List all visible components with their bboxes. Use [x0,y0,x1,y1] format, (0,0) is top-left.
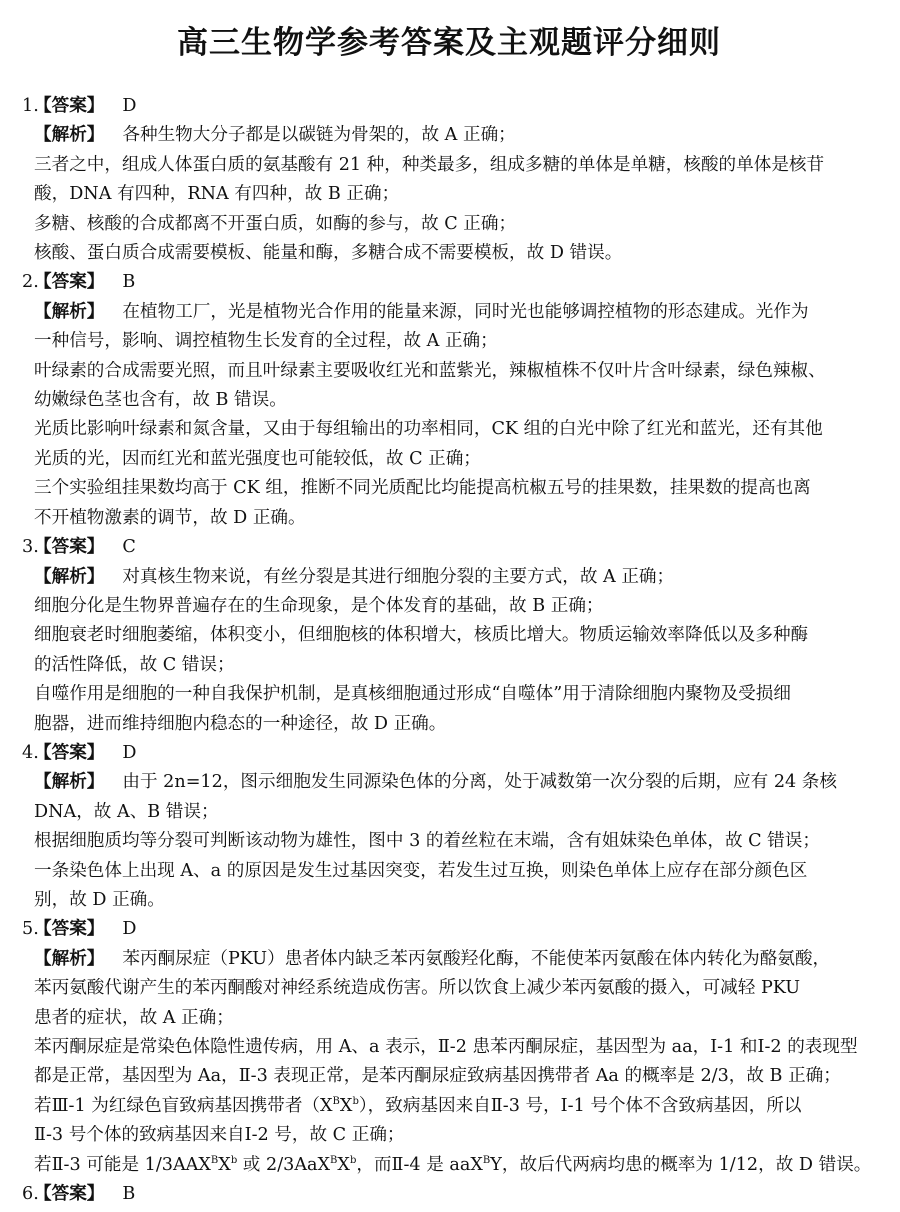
analysis-line: 不开植物激素的调节，故 D 正确。 [34,507,306,528]
question-block [22,1180,876,1209]
page-title: 高三生物学参考答案及主观题评分细则 [177,25,721,61]
analysis-line: 多糖、核酸的合成都离不开蛋白质，如酶的参与，故 C 正确； [34,213,517,234]
analysis-line: 别，故 D 正确。 [34,889,165,910]
analysis-line: 三者之中，组成人体蛋白质的氨基酸有 21 种，种类最多，组成多糖的单体是单糖，核酸的单体是核苷 [34,154,825,175]
analysis-line: 核酸、蛋白质合成需要模板、能量和酶，多糖合成不需要模板，故 D 错误。 [34,243,623,264]
analysis-line: 患者的症状，故 A 正确； [34,1007,234,1028]
question-block [22,92,876,268]
analysis-line: 若Ⅲ-1 为红绿色盲致病基因携带者$(X^BX^b)$，致病基因来自Ⅱ-3 号，Ⅰ-1 号个体不含致病基因，所以 [34,1095,802,1116]
answer-tag: 【答案】 [34,96,105,116]
analysis-line: 都是正常，基因型为 Aa，Ⅱ-3 表现正常，是苯丙酮尿症致病基因携带者 Aa 的概率是 2/3，故 B 正确； [34,1066,841,1087]
analysis-line: 若Ⅱ-3 可能是 $1/3AAX^BX^b$ 或 $2/3AaX^BX^b$，而Ⅱ-4 是 aaX$^B$Y，故后代两病均患的概率为 1/12，故 D 错误。 [34,1154,872,1175]
analysis-tag: 【解析】 [34,566,105,587]
answer-value: D [122,742,137,763]
question-block [22,915,876,1180]
answer-tag: 【答案】 [34,742,105,763]
answer-row [22,268,876,297]
analysis-line: 一条染色体上出现 A、a 的原因是发生过基因突变，若发生过互换，则染色单体上应存在部分颜色区 [34,860,808,881]
question-number: 1. [22,96,39,116]
answer-value: D [122,919,137,940]
analysis-line: 光质的光，因而红光和蓝光强度也可能较低，故 C 正确； [34,448,481,469]
answer-tag: 【答案】 [34,1184,105,1205]
analysis-tag: 【解析】 [34,125,105,146]
analysis-tag: 【解析】 [34,948,105,969]
analysis-line: 光质比影响叶绿素和氮含量，又由于每组输出的功率相同，CK 组的白光中除了红光和蓝光，还有其他 [34,419,823,440]
analysis-line: 叶绿素的合成需要光照，而且叶绿素主要吸收红光和蓝紫光，辣椒植株不仅叶片含叶绿素，绿色辣椒、 [34,360,826,381]
answer-row [22,92,876,121]
answer-tag: 【答案】 [34,272,105,293]
question-block [22,268,876,533]
answer-tag: 【答案】 [34,919,105,940]
analysis-text: 在植物工厂，光是植物光合作用的能量来源，同时光也能够调控植物的形态建成。光作为 [122,301,809,322]
question-number: 6. [22,1184,39,1205]
analysis-text: 各种生物大分子都是以碳链为骨架的，故 A 正确； [122,125,516,146]
question-number: 2. [22,272,39,293]
answer-value: B [122,272,136,293]
answer-row [22,1180,876,1209]
answer-value: D [122,96,137,116]
analysis-tag: 【解析】 [34,301,105,322]
answer-value: B [122,1184,136,1205]
analysis-line: 苯丙酮尿症是常染色体隐性遗传病，用 A、a 表示，Ⅱ-2 患苯丙酮尿症，基因型为 aa，Ⅰ-1 和Ⅰ-2 的表现型 [34,1037,858,1057]
analysis-line: 三个实验组挂果数均高于 CK 组，推断不同光质配比均能提高杭椒五号的挂果数，挂果数的提高也离 [34,478,811,499]
analysis-tag: 【解析】 [34,772,105,793]
answer-tag: 【答案】 [34,537,105,558]
analysis-line: 酸，DNA 有四种，RNA 有四种，故 B 正确； [34,184,400,205]
answer-row [22,533,876,562]
analysis-line: 苯丙氨酸代谢产生的苯丙酮酸对神经系统造成伤害。所以饮食上减少苯丙氨酸的摄入，可减轻 PKU [34,978,801,999]
analysis-text: 苯丙酮尿症（PKU）患者体内缺乏苯丙氨酸羟化酶，不能使苯丙氨酸在体内转化为酪氨酸， [122,948,831,969]
analysis-line: 细胞衰老时细胞萎缩，体积变小，但细胞核的体积增大，核质比增大。物质运输效率降低以及多种酶 [34,625,809,646]
analysis-line: 一种信号，影响、调控植物生长发育的全过程，故 A 正确； [34,331,498,352]
analysis-first-line [22,945,876,974]
answer-row [22,739,876,768]
answer-row [22,915,876,944]
analysis-line: 胞器，进而维持细胞内稳态的一种途径，故 D 正确。 [34,713,447,734]
analysis-line: Ⅱ-3 号个体的致病基因来自Ⅰ-2 号，故 C 正确； [34,1125,405,1146]
analysis-line: DNA，故 A、B 错误； [34,801,219,822]
analysis-line: 幼嫩绿色茎也含有，故 B 错误。 [34,390,287,411]
analysis-first-line [22,298,876,327]
analysis-first-line [22,121,876,150]
analysis-line: 根据细胞质均等分裂可判断该动物为雄性，图中 3 的着丝粒在末端，含有姐妹染色单体，故 C 错误； [34,831,820,852]
question-number: 4. [22,742,39,763]
analysis-text: 对真核生物来说，有丝分裂是其进行细胞分裂的主要方式，故 A 正确； [122,566,675,587]
analysis-line: 自噬作用是细胞的一种自我保护机制，是真核细胞通过形成“自噬体”用于清除细胞内聚物及受损细 [34,684,791,705]
analysis-line: 的活性降低，故 C 错误； [34,654,235,675]
analysis-line: 细胞分化是生物界普遍存在的生命现象，是个体发育的基础，故 B 正确； [34,595,604,616]
analysis-first-line [22,563,876,592]
answer-value: C [122,537,136,558]
question-block [22,739,876,915]
question-list [22,92,876,1209]
question-number: 3. [22,537,39,558]
analysis-text: 由于 2n=12，图示细胞发生同源染色体的分离，处于减数第一次分裂的后期，应有 24 条核 [122,772,837,793]
question-number: 5. [22,919,39,940]
analysis-first-line [22,768,876,797]
question-block [22,533,876,739]
